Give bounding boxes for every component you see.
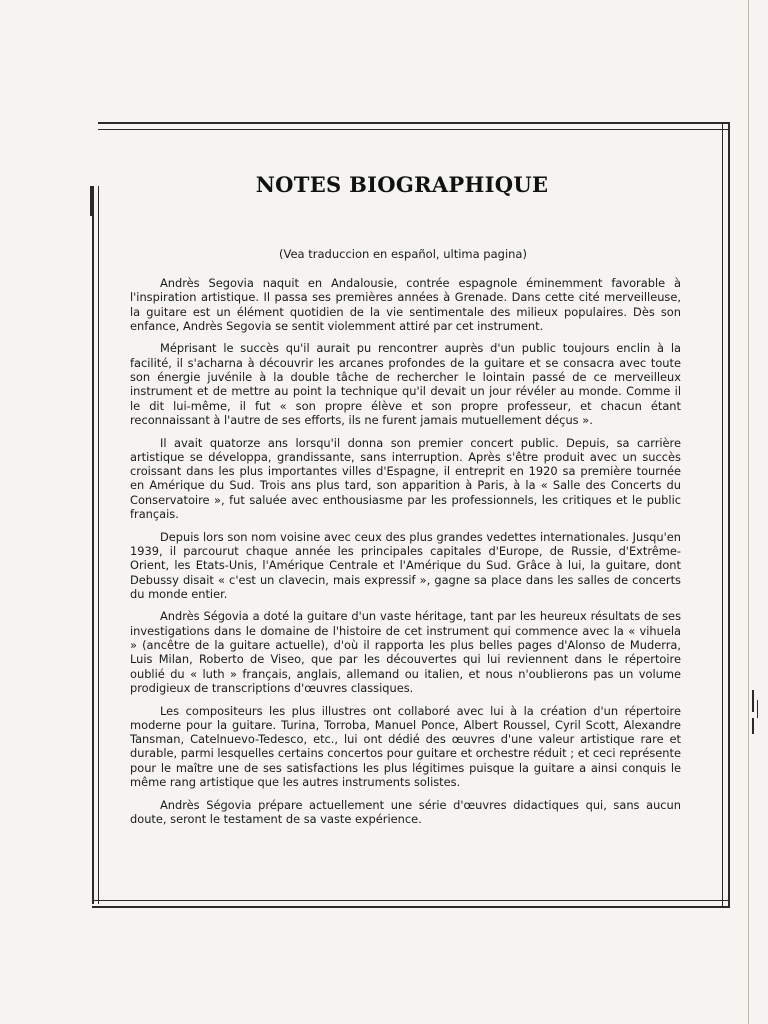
paragraph: Méprisant le succès qu'il aurait pu rencontrer auprès d'un public toujours enclin à la facilité, il s'acharna à découvrir les arcanes profondes de la guitare et se consacra avec toute son énergie juvénile à la double tâche de rechercher le lointain passé de ce merveilleux instrument et de mettre au point la technique qu'il devait un jour révéler au monde. Comme il le dit lui-même, il fut « son propre élève et son propre professeur, et chacun étant reconnaissant à l'autre de ses efforts, ils ne furent jamais mutuellement déçus ». (130, 341, 681, 427)
page-title: NOTES BIOGRAPHIQUE (255, 172, 549, 197)
body-text (130, 276, 681, 834)
page-subtitle: (Vea traduccion en español, ultima pagina) (279, 247, 527, 261)
scan-mark-right-edge (748, 0, 749, 1024)
paragraph: Andrès Segovia naquit en Andalousie, contrée espagnole éminemment favorable à l'inspiration artistique. Il passa ses premières années à Grenade. Dans cette cité merveilleuse, la guitare est un élément quotidien de la vie sentimentale des milieux populaires. Dès son enfance, Andrès Segovia se sentit violemment attiré par cet instrument. (130, 276, 681, 333)
frame-bottom-border (92, 900, 728, 908)
paragraph: Depuis lors son nom voisine avec ceux des plus grandes vedettes internationales. Jusqu'en 1939, il parcourut chaque année les principales capitales d'Europe, de Russie, d'Extrême-Orient, les Etats-Unis, l'Amérique Centrale et l'Amérique du Sud. Grâce à lui, la guitare, dont Debussy disait « c'est un clavecin, mais expressif », gagne sa place dans les salles de concerts du monde entier. (130, 529, 681, 601)
paragraph: Les compositeurs les plus illustres ont collaboré avec lui à la création d'un répertoire moderne pour la guitare. Turina, Torroba, Manuel Ponce, Albert Roussel, Cyril Scott, Alexandre Tansman, Catelnuevo-Tedesco, etc., lui ont dédié des œuvres d'une valeur artistique rare et durable, parmi lesquelles certains concertos pour guitare et orchestre réduit ; et ceci représente pour le maître une de ses satisfactions les plus légitimes puisque la guitare a ainsi conquis le même rang artistique que les autres instruments solistes. (130, 703, 681, 789)
frame-right-border (722, 122, 730, 908)
paragraph: Andrès Ségovia prépare actuellement une série d'œuvres didactiques qui, sans aucun doute, seront le testament de sa vaste expérience. (130, 797, 681, 826)
frame-top-border (98, 122, 730, 130)
paragraph: Andrès Ségovia a doté la guitare d'un vaste héritage, tant par les heureux résultats de ses investigations dans le domaine de l'histoire de cet instrument qui commence avec la « vihuela » (ancêtre de la guitare actuelle), d'où il rapporta les plus belles pages d'Alonso de Muderra, Luis Milan, Roberto de Viseo, que par les découvertes qui lui reviennent dans le répertoire oublié du « luth » français, anglais, allemand ou italien, et nous n'oublierons pas un volume prodigieux de transcriptions d'œuvres classiques. (130, 609, 681, 695)
scan-mark-right-tick-1 (752, 690, 754, 712)
scan-mark-right-tick-3 (757, 700, 758, 718)
frame-left-border (92, 186, 99, 904)
paragraph: Il avait quatorze ans lorsqu'il donna son premier concert public. Depuis, sa carrière artistique se développa, grandissante, sans interruption. Après s'être produit avec un succès croissant dans les plus importantes villes d'Espagne, il entreprit en 1920 sa première tournée en Amérique du Sud. Trois ans plus tard, son apparition à Paris, à la « Salle des Concerts du Conservatoire », fut saluée avec enthousiasme par les professionnels, les critiques et le public français. (130, 435, 681, 522)
scan-mark-right-tick-2 (752, 718, 754, 734)
